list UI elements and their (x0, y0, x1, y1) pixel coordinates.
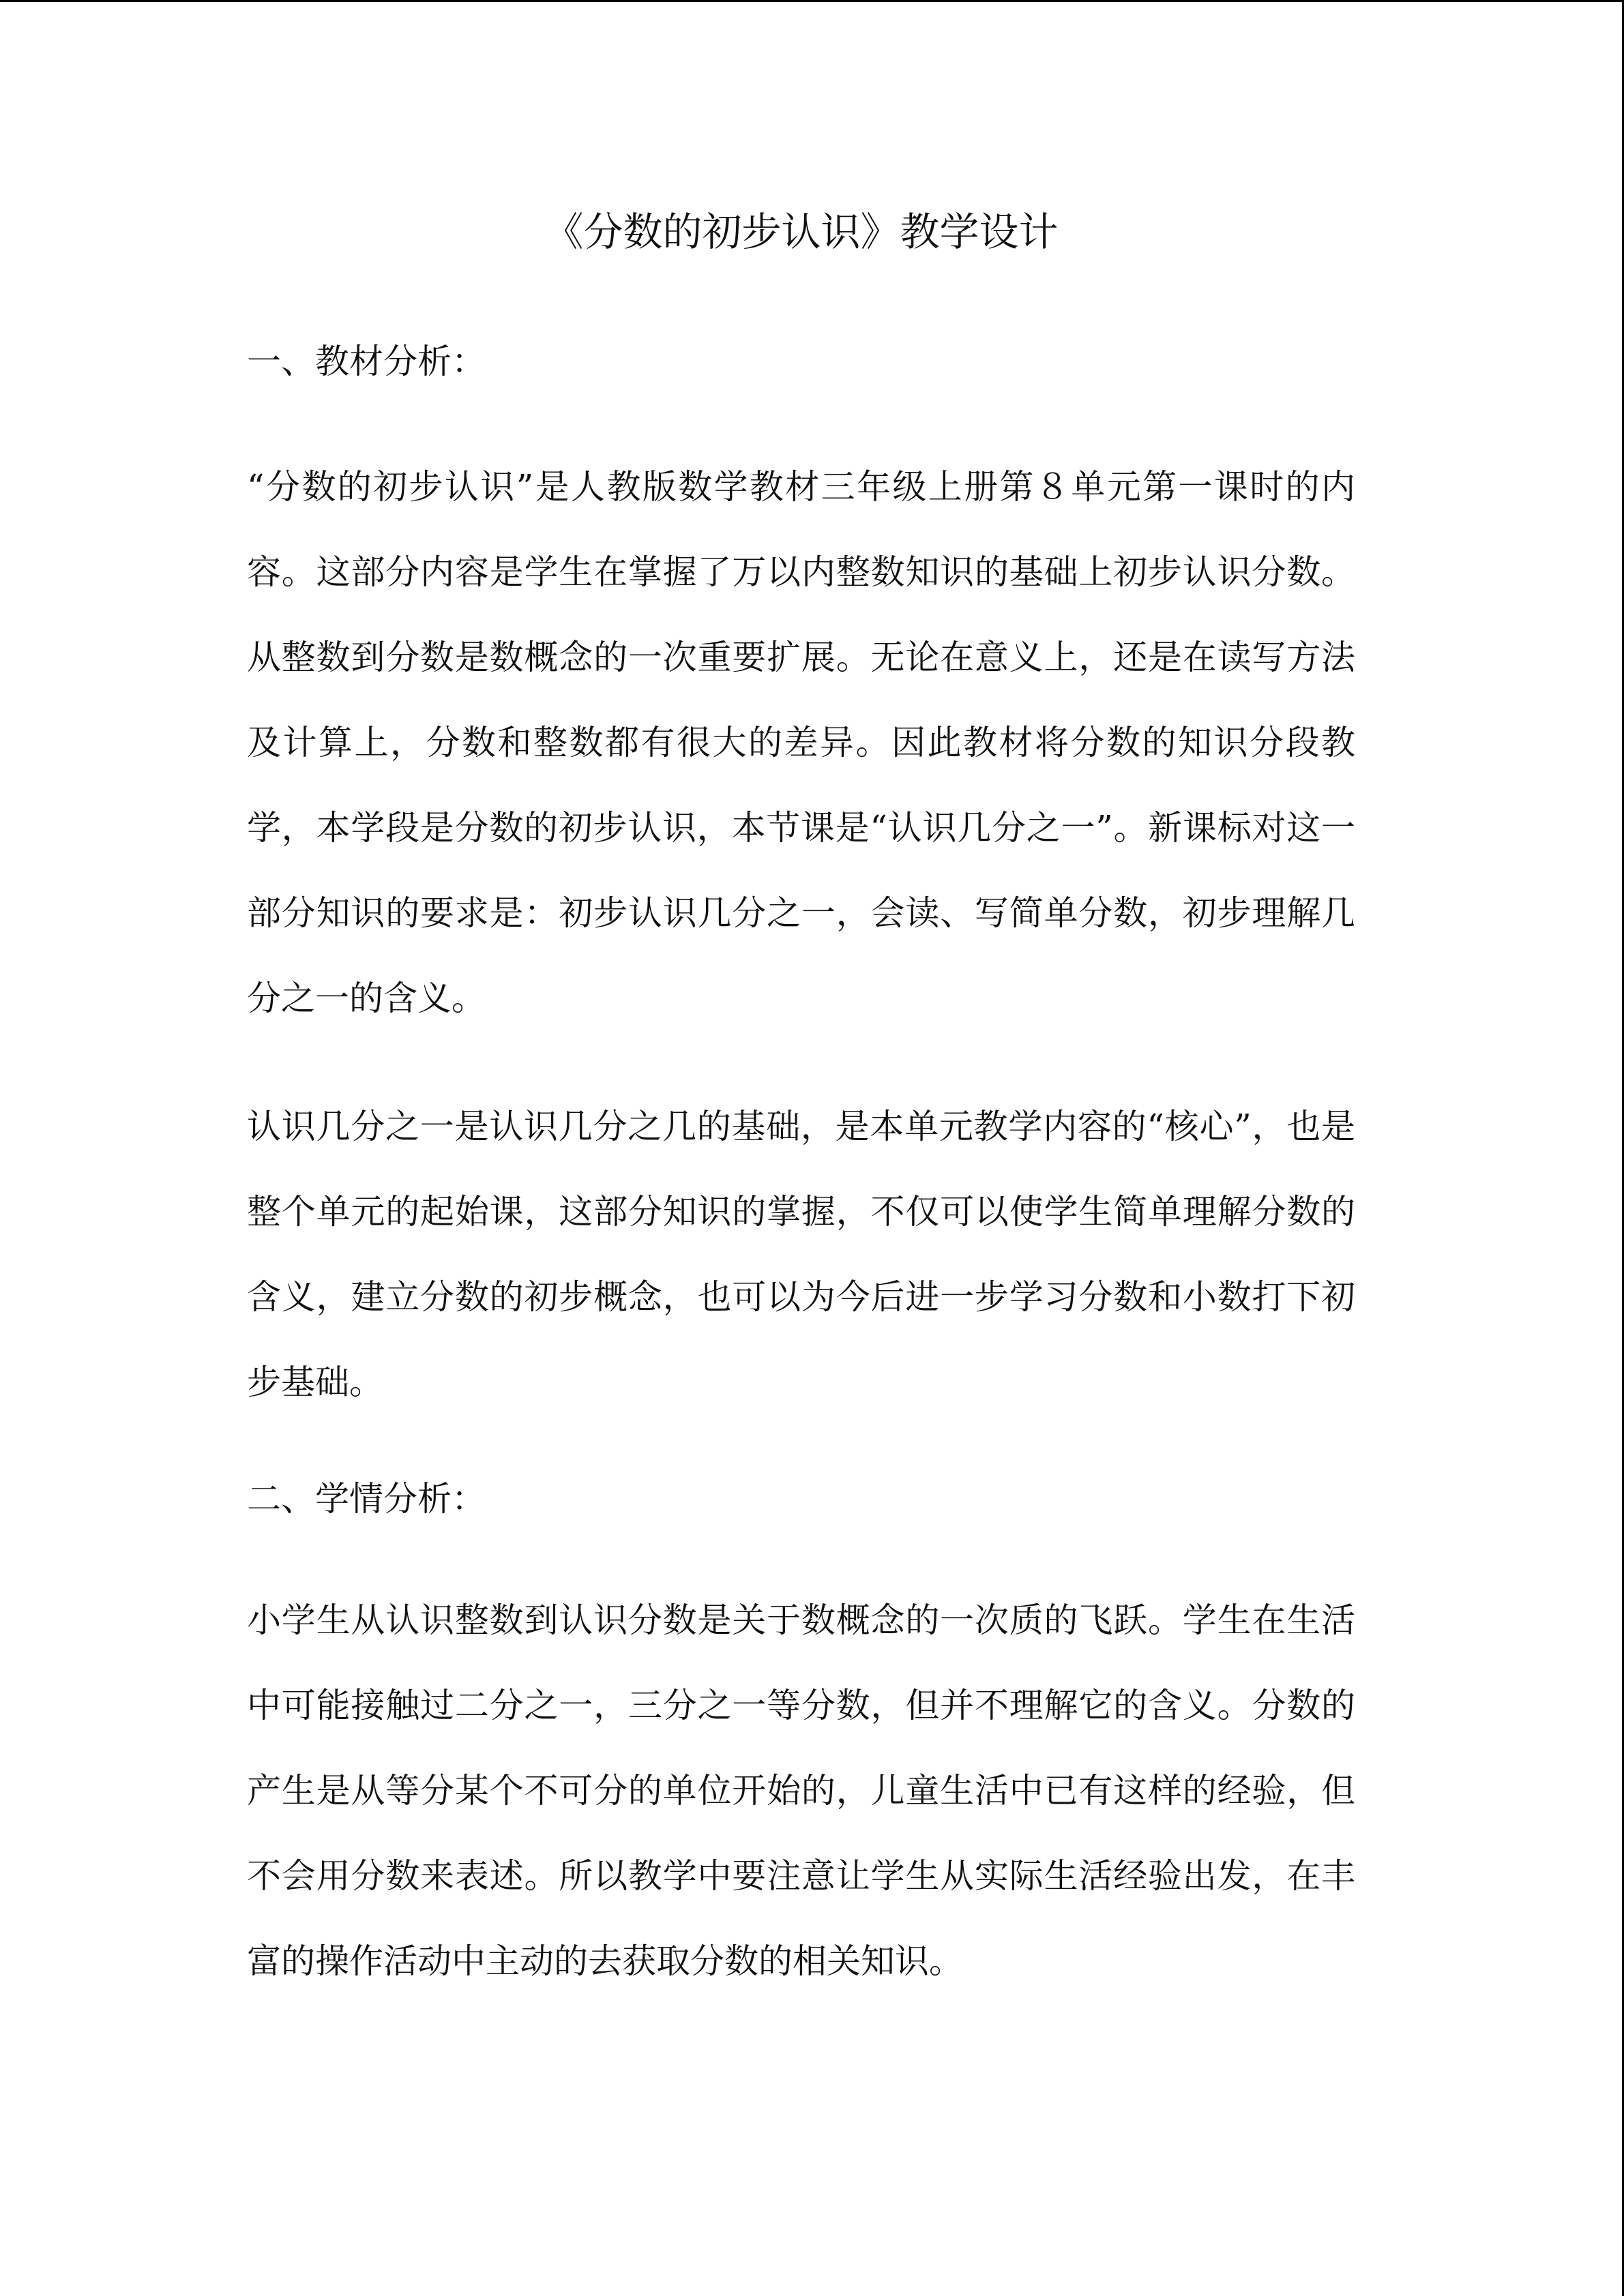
paragraph-textbook-analysis-2: 认识几分之一是认识几分之几的基础，是本单元教学内容的“核心”，也是整个单元的起始课，这部分知识的掌握，不仅可以使学生简单理解分数的含义，建立分数的初步概念，也可以为今后进一步学习分数和小数打下初步基础。 (247, 1107, 1355, 1402)
section-heading-student-analysis: 二、学情分析： (247, 1479, 486, 1519)
document-title: 《分数的初步认识》教学设计 (544, 209, 1059, 255)
page-border-top (0, 0, 1624, 2)
section-heading-textbook-analysis: 一、教材分析： (247, 342, 486, 381)
paragraph-textbook-analysis-1: “分数的初步认识”是人教版数学教材三年级上册第８单元第一课时的内容。这部分内容是学生在掌握了万以内整数知识的基础上初步认识分数。从整数到分数是数概念的一次重要扩展。无论在意义上，还是在读写方法及计算上，分数和整数都有很大的差异。因此教材将分数的知识分段教学，本学段是分数的初步认识，本节课是“认识几分之一”。新课标对这一部分知识的要求是：初步认识几分之一，会读、写简单分数，初步理解几分之一的含义。 (247, 467, 1355, 1018)
paragraph-student-analysis-1: 小学生从认识整数到认识分数是关于数概念的一次质的飞跃。学生在生活中可能接触过二分之一，三分之一等分数，但并不理解它的含义。分数的产生是从等分某个不可分的单位开始的，儿童生活中已有这样的经验，但不会用分数来表述。所以教学中要注意让学生从实际生活经验出发，在丰富的操作活动中主动的去获取分数的相关知识。 (247, 1600, 1355, 1981)
